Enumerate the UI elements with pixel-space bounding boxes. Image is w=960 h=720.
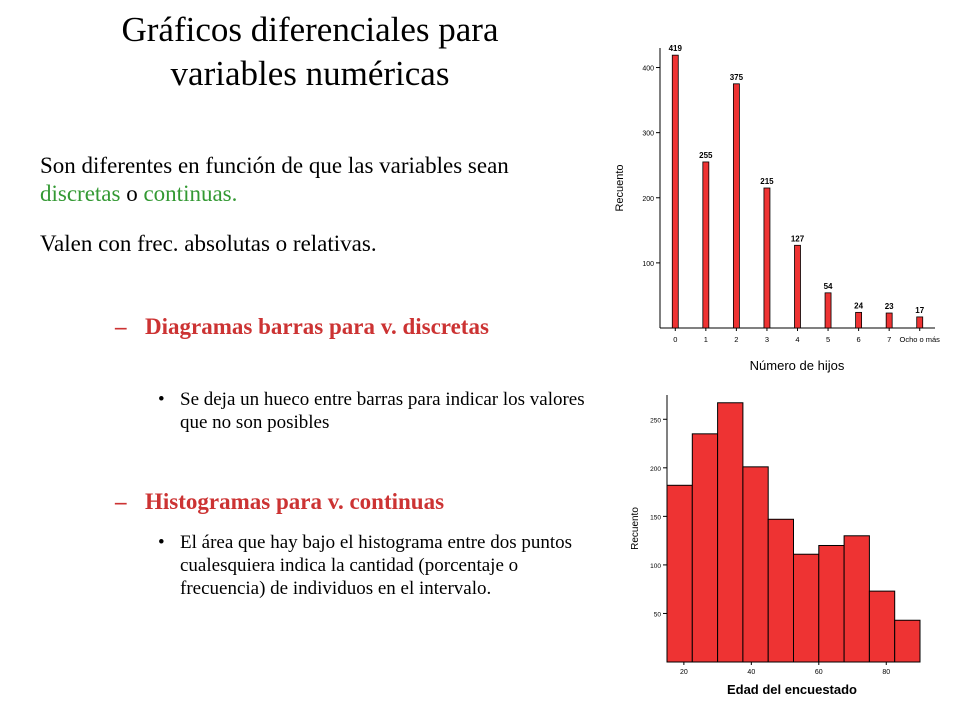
bar-chart-children bbox=[595, 38, 950, 380]
histogram-bar bbox=[743, 467, 768, 662]
bullet-histogram bbox=[158, 531, 598, 600]
x-tick-label: 7 bbox=[887, 335, 892, 344]
section-heading-histogram bbox=[115, 488, 575, 516]
x-tick-label: 60 bbox=[814, 669, 823, 676]
x-tick-label: 40 bbox=[747, 669, 756, 676]
histogram-bar bbox=[794, 554, 819, 662]
bar bbox=[764, 188, 770, 328]
section-heading-histogram-text: Histogramas para v. continuas bbox=[145, 489, 445, 514]
histogram-age bbox=[620, 390, 950, 710]
y-tick-label: 150 bbox=[650, 514, 661, 522]
intro-o: o bbox=[120, 181, 144, 206]
x-tick-label: 6 bbox=[856, 335, 861, 344]
y-axis-title: Recuento bbox=[614, 164, 626, 212]
x-tick-label: 3 bbox=[764, 335, 770, 344]
bullet-bars-text: Se deja un hueco entre barras para indicar los valores que no son posibles bbox=[180, 389, 585, 433]
x-tick-label: 2 bbox=[734, 335, 739, 344]
dash-marker: – bbox=[115, 489, 127, 514]
bullet-bars bbox=[158, 388, 598, 434]
x-tick-label: 1 bbox=[703, 335, 708, 344]
data-label: 54 bbox=[823, 281, 833, 291]
title-line-2: variables numéricas bbox=[170, 54, 450, 93]
bar bbox=[795, 245, 801, 328]
intro-text: Son diferentes en función de que las variables sean bbox=[40, 153, 509, 178]
bar bbox=[825, 293, 831, 328]
y-tick-label: 300 bbox=[642, 130, 654, 138]
bar bbox=[856, 312, 862, 328]
continuas-word: continuas. bbox=[143, 181, 238, 206]
bar bbox=[672, 55, 678, 328]
bullet-marker: • bbox=[158, 532, 165, 553]
x-tick-label: Ocho o más bbox=[899, 335, 940, 344]
histogram-bar bbox=[718, 403, 743, 662]
histogram-bar bbox=[667, 485, 692, 662]
y-tick-label: 50 bbox=[653, 611, 661, 619]
section-heading-bars bbox=[115, 313, 575, 341]
bar bbox=[917, 317, 923, 328]
histogram-bar bbox=[869, 591, 894, 662]
data-label: 375 bbox=[729, 72, 744, 82]
x-axis-title: Número de hijos bbox=[749, 358, 845, 373]
x-tick-label: 0 bbox=[673, 335, 678, 344]
x-tick-label: 80 bbox=[882, 669, 891, 676]
data-label: 24 bbox=[854, 301, 864, 311]
histogram-bar bbox=[819, 545, 844, 662]
y-tick-label: 400 bbox=[642, 65, 654, 73]
bullet-histogram-text: El área que hay bajo el histograma entre dos puntos cualesquiera indica la cantidad (porcentaje o frecuencia) de individuos en el intervalo. bbox=[180, 532, 573, 599]
data-label: 127 bbox=[790, 234, 805, 244]
y-tick-label: 100 bbox=[650, 562, 661, 570]
intro-paragraph bbox=[40, 152, 580, 208]
histogram-bar bbox=[844, 536, 869, 662]
data-label: 17 bbox=[915, 305, 925, 315]
y-tick-label: 200 bbox=[650, 465, 661, 473]
dash-marker: – bbox=[115, 314, 127, 339]
section-heading-bars-text: Diagramas barras para v. discretas bbox=[145, 314, 489, 339]
bar bbox=[886, 313, 892, 328]
data-label: 215 bbox=[760, 177, 774, 186]
x-tick-label: 5 bbox=[825, 335, 831, 344]
histogram-bar bbox=[895, 620, 920, 662]
discretas-word: discretas bbox=[40, 181, 121, 206]
histogram-bar bbox=[768, 519, 793, 662]
histogram-bar bbox=[692, 434, 717, 662]
data-label: 255 bbox=[699, 150, 713, 160]
title-line-1: Gráficos diferenciales para bbox=[121, 10, 499, 49]
x-tick-label: 4 bbox=[795, 335, 800, 344]
slide-title bbox=[50, 8, 570, 96]
bullet-marker: • bbox=[158, 389, 165, 410]
x-tick-label: 20 bbox=[679, 669, 688, 676]
bar bbox=[703, 162, 709, 328]
data-label: 419 bbox=[668, 44, 682, 54]
y-tick-label: 250 bbox=[650, 417, 661, 425]
x-axis-title: Edad del encuestado bbox=[726, 682, 858, 697]
data-label: 23 bbox=[884, 302, 894, 312]
y-tick-label: 200 bbox=[642, 195, 654, 203]
y-axis-title: Recuento bbox=[630, 507, 641, 550]
y-tick-label: 100 bbox=[642, 260, 654, 268]
bar bbox=[733, 84, 739, 328]
second-paragraph: Valen con frec. absolutas o relativas. bbox=[40, 231, 377, 256]
